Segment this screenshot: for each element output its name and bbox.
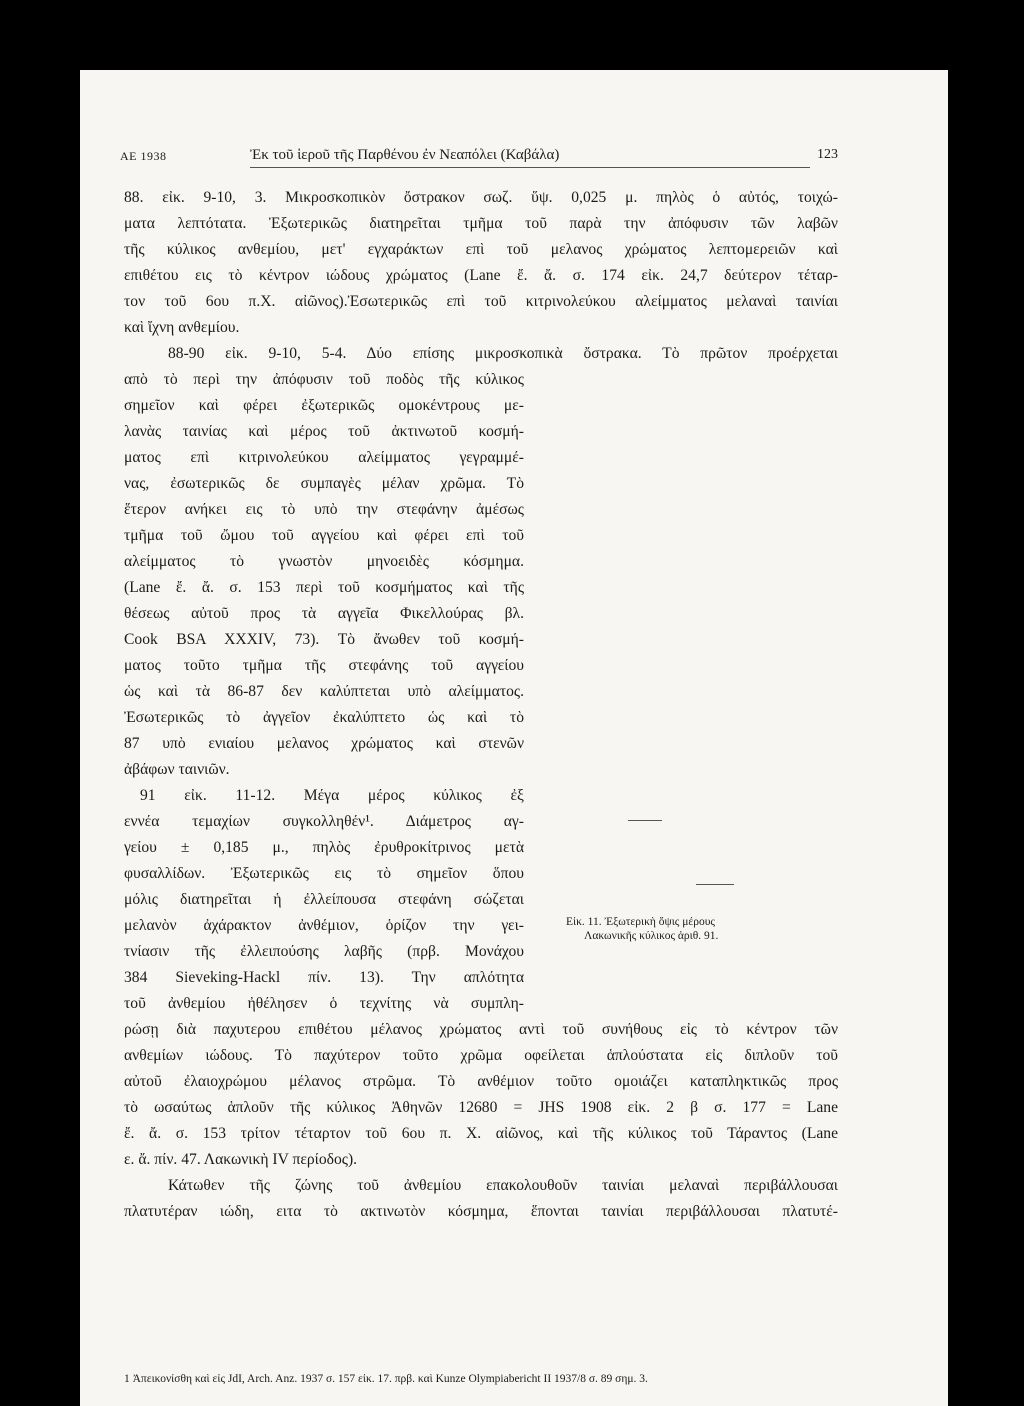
text-line: Cook BSA XXXIV, 73). Τὸ ἄνωθεν τοῦ κοσμή- bbox=[124, 631, 524, 648]
text-line: τοῦ ἀνθεμίου ἠθέλησεν ὁ τεχνίτης νὰ συμπλη- bbox=[124, 995, 524, 1012]
text-line: μόλις διατηρεῖται ἡ ἐλλείπουσα στεφάνη σώζεται bbox=[124, 891, 524, 908]
text-line: τον τοῦ 6ου π.Χ. αἰῶνος).Ἐσωτερικῶς επὶ τοῦ κιτρινολεύκου αλείμματος μελαναὶ ταινίαι bbox=[124, 293, 838, 310]
text-line: ρώσῃ διὰ παχυτερου επιθέτου μέλανος χρώματος αντὶ τοῦ συνήθους εἰς τὸ κέντρον τῶν bbox=[124, 1021, 838, 1038]
text-line: μελανὸν ἀχάρακτον ἀνθέμιον, ὁρίζον την γει- bbox=[124, 917, 524, 934]
text-line: 88-90 εἰκ. 9-10, 5-4. Δύο επίσης μικροσκοπικὰ ὄστρακα. Τὸ πρῶτον προέρχεται bbox=[168, 345, 838, 362]
text-line: φυσαλλίδων. Ἐξωτερικῶς εις τὸ σημεῖον ὅπου bbox=[124, 865, 524, 882]
text-line: επιθέτου εις τὸ κέντρον ιώδους χρώματος (Lane ἔ. ἄ. σ. 174 εἰκ. 24,7 δεύτερον τέταρ- bbox=[124, 267, 838, 284]
figure-caption bbox=[566, 915, 806, 943]
text-line: (Lane ἔ. ἄ. σ. 153 περὶ τοῦ κοσμήματος καὶ τῆς bbox=[124, 579, 524, 596]
footnote: 1 Ἀπεικονίσθη καὶ εἰς JdI, Arch. Anz. 1937 σ. 157 εἰκ. 17. πρβ. καὶ Kunze Olympiabericht II 1937/8 σ. 89 σημ. 3. bbox=[124, 1373, 648, 1385]
text-line: σημεῖον καὶ φέρει ἐξωτερικῶς ομοκέντρους με- bbox=[124, 397, 524, 414]
text-line: τμῆμα τοῦ ὤμου τοῦ αγγείου καὶ φέρει επὶ τοῦ bbox=[124, 527, 524, 544]
text-line: ματος τοῦτο τμῆμα τῆς στεφάνης τοῦ αγγείου bbox=[124, 657, 524, 674]
text-line: ἔ. ἄ. σ. 153 τρίτον τέταρτον τοῦ 6ου π. Χ. αἰῶνος, καὶ τῆς κύλικος τοῦ Τάραντος (Lane bbox=[124, 1125, 838, 1142]
text-line: 91 εἰκ. 11-12. Μέγα μέρος κύλικος ἐξ bbox=[140, 787, 524, 804]
running-header bbox=[120, 147, 838, 169]
text-line: γείου ± 0,185 μ., πηλὸς ἐρυθροκίτρινος μετὰ bbox=[124, 839, 524, 856]
text-line: ἕτερον ανήκει εις τὸ υπὸ την στεφάνην ἀμέσως bbox=[124, 501, 524, 518]
figure-caption-line: Εἰκ. 11. Ἐξωτερικὴ ὄψις μέρους bbox=[566, 916, 715, 928]
figure-caption-line: Λακωνικῆς κύλικος ἀριθ. 91. bbox=[584, 930, 719, 942]
text-line: τὸ ωσαύτως ἁπλοῦν τῆς κύλικος Ἀθηνῶν 12680 = JHS 1908 εἰκ. 2 β σ. 177 = Lane bbox=[124, 1099, 838, 1116]
text-line: Ἐσωτερικῶς τὸ ἀγγεῖον ἐκαλύπτετο ὡς καὶ τὸ bbox=[124, 709, 524, 726]
journal-label: ΑΕ 1938 bbox=[120, 149, 167, 163]
text-line: λανὰς ταινίας καὶ μέρος τοῦ ἀκτινωτοῦ κοσμή- bbox=[124, 423, 524, 440]
text-line: ματος επὶ κιτρινολεύκου αλείμματος γεγραμμέ- bbox=[124, 449, 524, 466]
figure-placeholder-mark bbox=[696, 884, 734, 885]
text-line: ματα λεπτότατα. Ἐξωτερικῶς διατηρεῖται τμῆμα τοῦ παρὰ την ἀπόφυσιν τῶν λαβῶν bbox=[124, 215, 838, 232]
text-line: ἀβάφων ταινιῶν. bbox=[124, 761, 230, 778]
text-line: θέσεως αὐτοῦ προς τὰ αγγεῖα Φικελλούρας βλ. bbox=[124, 605, 524, 622]
text-line: νας, ἐσωτερικῶς δε συμπαγὲς μέλαν χρῶμα. Τὸ bbox=[124, 475, 524, 492]
page-number: 123 bbox=[817, 147, 838, 162]
text-line: ε. ἄ. πίν. 47. Λακωνικὴ IV περίοδος). bbox=[124, 1151, 358, 1168]
text-line: τῆς κύλικος ανθεμίου, μετ' εγχαράκτων επὶ τοῦ μελανος χρώματος λεπτομερειῶν καὶ bbox=[124, 241, 838, 258]
text-line: 384 Sieveking-Hackl πίν. 13). Την απλότητα bbox=[124, 969, 524, 986]
figure-placeholder-mark bbox=[628, 820, 662, 821]
text-line: 87 υπὸ ενιαίου μελανος χρώματος καὶ στενῶν bbox=[124, 735, 524, 752]
text-line: απὸ τὸ περὶ την ἀπόφυσιν τοῦ ποδὸς τῆς κύλικος bbox=[124, 371, 524, 388]
header-rule bbox=[250, 167, 810, 168]
text-line: καὶ ἴχνη ανθεμίου. bbox=[124, 319, 240, 336]
text-line: Κάτωθεν τῆς ζώνης τοῦ ἀνθεμίου επακολουθοῦν ταινίαι μελαναὶ περιβάλλουσαι bbox=[168, 1177, 838, 1194]
text-line: αὐτοῦ ἐλαιοχρώμου μέλανος στρῶμα. Τὸ ανθέμιον τοῦτο ομοιάζει καταπληκτικῶς προς bbox=[124, 1073, 838, 1090]
text-line: τνίασιν τῆς ἐλλειπούσης λαβῆς (πρβ. Μονάχου bbox=[124, 943, 524, 960]
text-line: εννέα τεμαχίων συγκολληθέν¹. Διάμετρος αγ- bbox=[124, 813, 524, 830]
text-line: 88. εἰκ. 9-10, 3. Μικροσκοπικὸν ὄστρακον σωζ. ὕψ. 0,025 μ. πηλὸς ὁ αὐτός, τοιχώ- bbox=[124, 189, 838, 206]
text-line: ὡς καὶ τὰ 86-87 δεν καλύπτεται υπὸ αλείμματος. bbox=[124, 683, 524, 700]
text-line: ανθεμίων ιώδους. Τὸ παχύτερον τοῦτο χρῶμα οφείλεται ἁπλούστατα εἰς διπλοῦν τοῦ bbox=[124, 1047, 838, 1064]
page-title: Ἐκ τοῦ ἱεροῦ τῆς Παρθένου ἐν Νεαπόλει (Καβάλα) bbox=[250, 147, 560, 163]
text-line: πλατυτέραν ιώδη, ειτα τὸ ακτινωτὸν κόσμημα, ἕπονται ταινίαι περιβάλλουσαι πλατυτέ- bbox=[124, 1203, 838, 1220]
text-line: αλείμματος τὸ γνωστὸν μηνοειδὲς κόσμημα. bbox=[124, 553, 524, 570]
